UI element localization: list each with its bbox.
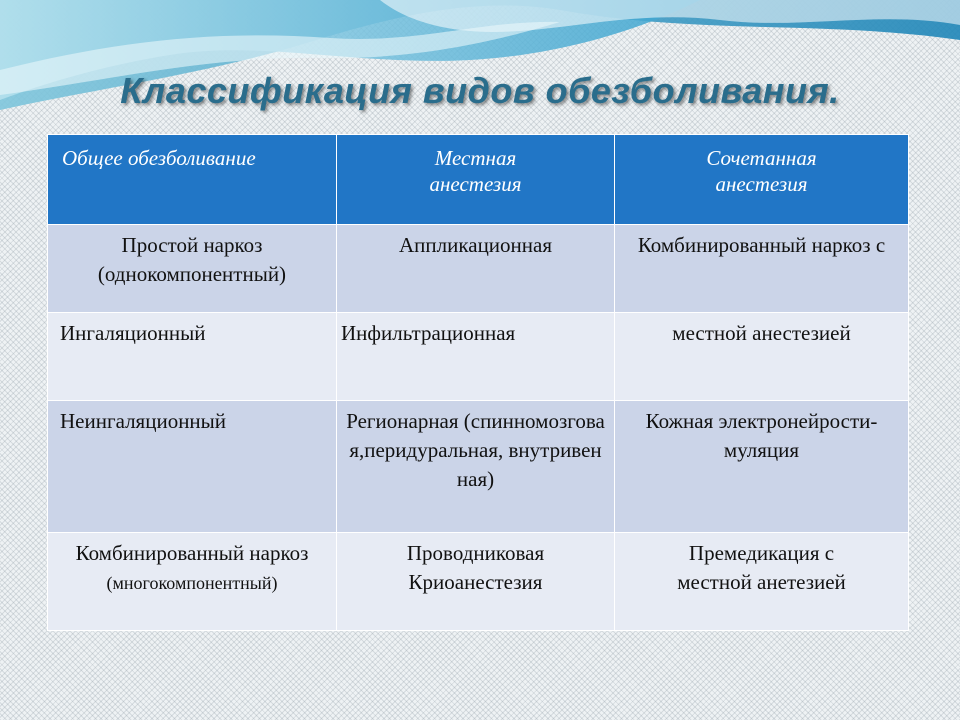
table-cell: Ингаляционный [48, 313, 337, 401]
page-title: Классификация видов обезболивания. [120, 70, 840, 111]
table-cell: Простой наркоз (однокомпонентный) [48, 225, 337, 313]
table-row [48, 225, 909, 313]
table-cell-note: (многокомпонентный) [106, 573, 278, 593]
header-row [48, 135, 909, 225]
table-cell: Кожная электронейрости-муляция [615, 401, 909, 533]
table-cell: Проводниковая Криоанестезия [337, 533, 615, 631]
header-local: Местная анестезия [337, 135, 615, 225]
table-cell: Комбинированный наркоз (многокомпонентный) [48, 533, 337, 631]
table-cell: Регионарная (спинномозговая,перидуральная, внутривенная) [337, 401, 615, 533]
table-row [48, 313, 909, 401]
table-cell: Премедикация с местной анетезией [615, 533, 909, 631]
table-row [48, 533, 909, 631]
table-row [48, 401, 909, 533]
table-cell: Неингаляционный [48, 401, 337, 533]
table-cell: Комбинированный наркоз с [615, 225, 909, 313]
table-cell: Инфильтрационная [337, 313, 615, 401]
header-general: Общее обезболивание [48, 135, 337, 225]
classification-table [47, 134, 909, 631]
table-cell: местной анестезией [615, 313, 909, 401]
header-combined: Сочетанная анестезия [615, 135, 909, 225]
table-cell: Аппликационная [337, 225, 615, 313]
